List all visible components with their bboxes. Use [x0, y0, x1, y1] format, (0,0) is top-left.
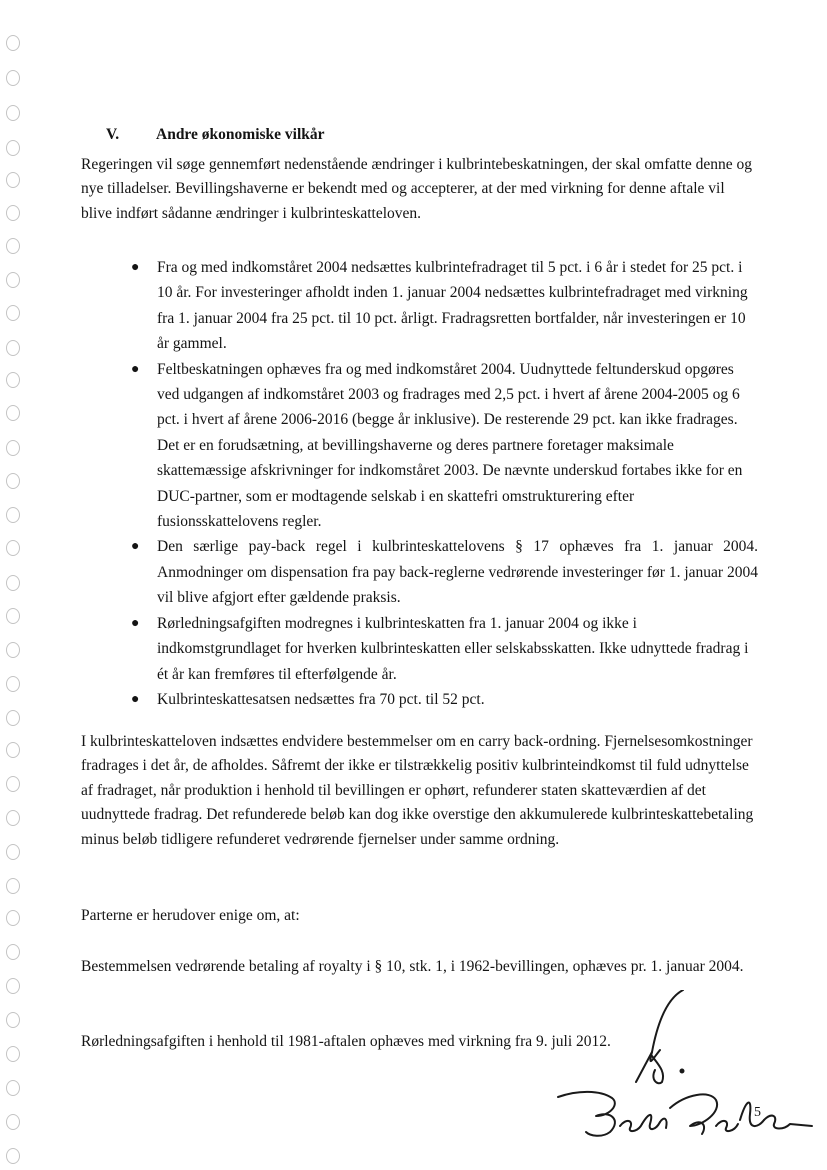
- section-number: V.: [106, 126, 120, 143]
- page-number: 5: [754, 1105, 761, 1120]
- list-item-text: Kulbrinteskattesatsen nedsættes fra 70 pct. til 52 pct.: [157, 690, 485, 708]
- list-item: [133, 611, 758, 687]
- handwritten-signature: [540, 990, 820, 1140]
- agreement-intro: Parterne er herudover enige om, at:: [81, 907, 300, 924]
- list-item-text: Rørledningsafgiften modregnes i kulbrinteskatten fra 1. januar 2004 og ikke i indkomstgrundlaget for hverken kulbrinteskatten eller selskabsskatten. Ikke udnyttede fradrag i ét år kan fremføres til efterfølgende år.: [157, 614, 749, 683]
- bullet-icon: ●: [131, 691, 140, 707]
- bullet-icon: ●: [131, 361, 140, 377]
- list-item: [133, 687, 758, 712]
- list-item-text: Fra og med indkomståret 2004 nedsættes kulbrintefradraget til 5 pct. i 6 år i stedet for 25 pct. i 10 år. For investeringer afholdt inden 1. januar 2004 nedsættes kulbrintefradraget med virkning fra 1. januar 2004 fra 25 pct. til 10 pct. årligt. Fradragsretten bortfalder, når investeringen er 10 år gammel.: [157, 259, 748, 353]
- bullet-icon: ●: [131, 260, 140, 275]
- bullet-icon: ●: [131, 615, 140, 631]
- list-item-text: Feltbeskatningen ophæves fra og med indkomståret 2004. Uudnyttede feltunderskud opgøres ved udgangen af indkomståret 2003 og fradrages med 2,5 pct. i hvert af årene 2004-2005 og 6 pct. i hvert af årene 2006-2016 (begge år inklusive). De resterende 29 pct. kan ikke fradrages. Det er en forudsætning, at bevillingshaverne og deres partnere foretager maksimale skattemæssige afskrivninger for indkomståret 2003. De nævnte underskud fortabes ikke for en DUC-partner, som er modtagende selskab i en skattefri omstrukturering efter fusionsskattelovens regler.: [157, 360, 743, 531]
- intro-paragraph: Regeringen vil søge gennemført nedenstående ændringer i kulbrintebeskatningen, der skal omfatte denne og nye tilladelser. Bevillingshaverne er bekendt med og accepterer, at der med virkning for denne aftale vil blive indført sådanne ændringer i kulbrinteskatteloven.: [81, 156, 753, 222]
- list-item: [133, 357, 758, 535]
- carry-back-paragraph: I kulbrinteskatteloven indsættes endvidere bestemmelser om en carry back-ordning. Fjernelsesomkostninger fradrages i det år, de afholdes. Såfremt der ikke er tilstrækkelig positiv kulbrinteindkomst til fuld udnyttelse af fradraget, når produktion i henhold til bevillingen er ophørt, refunderer staten skatteværdien af det uudnyttede fradrag. Det refunderede beløb kan dog ikke overstige den akkumulerede kulbrinteskattebetaling minus beløb tidligere refunderet vedrørende fjernelser under samme ordning.: [81, 733, 754, 848]
- bullet-icon: ●: [131, 539, 140, 555]
- bullet-list: [133, 255, 758, 712]
- royalty-paragraph: Bestemmelsen vedrørende betaling af royalty i § 10, stk. 1, i 1962-bevillingen, ophæves pr. 1. januar 2004.: [81, 958, 744, 975]
- list-item: [133, 255, 758, 357]
- list-item-text: Den særlige pay-back regel i kulbrinteskattelovens § 17 ophæves fra 1. januar 2004. Anmodninger om dispensation fra pay back-reglerne vedrørende investeringer før 1. januar 2004 vil blive afgjort efter gældende praksis.: [157, 538, 758, 607]
- pipeline-paragraph: Rørledningsafgiften i henhold til 1981-aftalen ophæves med virkning fra 9. juli 2012.: [81, 1033, 611, 1050]
- list-item: [133, 534, 758, 610]
- section-title: Andre økonomiske vilkår: [156, 126, 325, 143]
- section-heading: [106, 126, 325, 144]
